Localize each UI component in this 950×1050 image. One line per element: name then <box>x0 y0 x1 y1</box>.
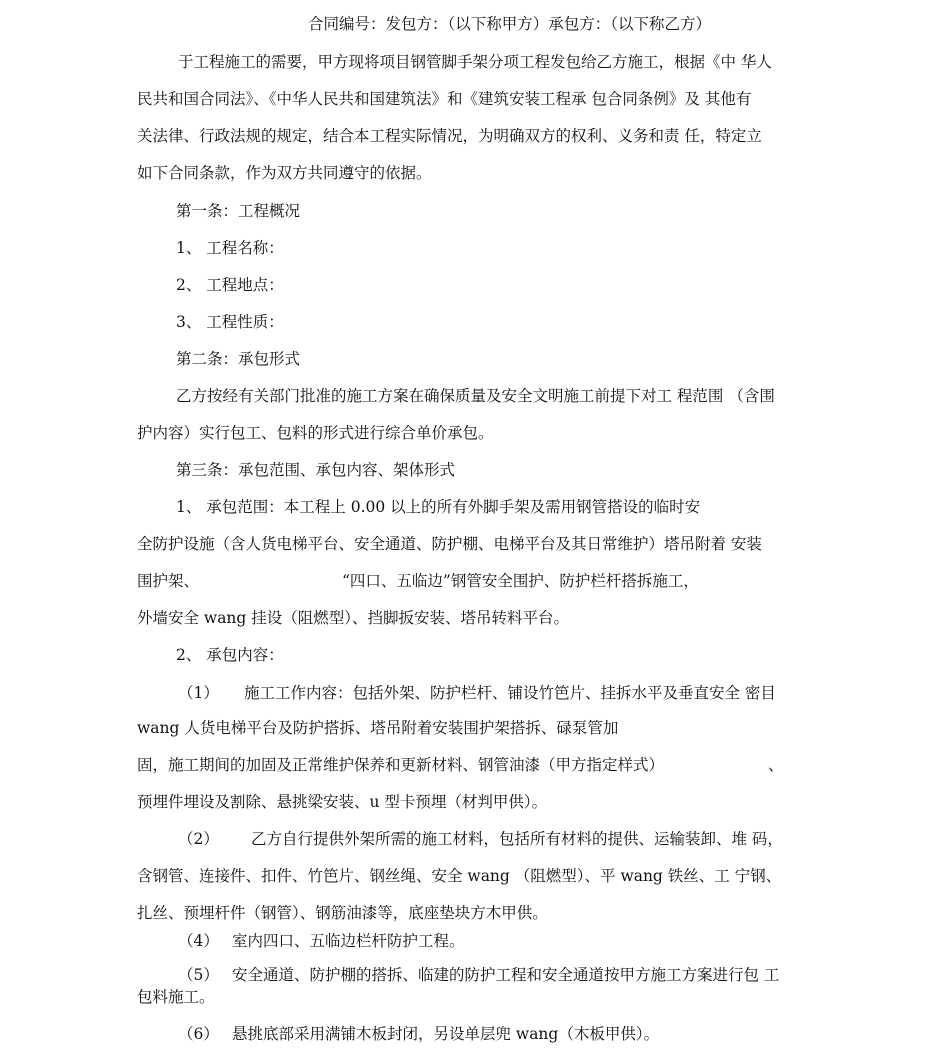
contract-header: 合同编号：发包方：（以下称甲方）承包方：（以下称乙方） <box>308 15 712 33</box>
content-1-line-4: 预埋件埋设及割除、悬挑梁安装、u 型卡预埋（材判甲供）。 <box>137 793 548 811</box>
article-1-item-3: 3、 工程性质： <box>176 313 284 331</box>
scope-line-4: 外墙安全 wang 挂设（阻燃型）、挡脚扳安装、塔吊转料平台。 <box>137 609 570 627</box>
content-5-line-1: 安全通道、防护棚的搭拆、临建的防护工程和安全通道按甲方施工方案进行包 工 <box>232 966 780 984</box>
scope-line-1: 1、 承包范围：本工程上 0.00 以上的所有外脚手架及需用钢管搭设的临时安 <box>176 498 701 516</box>
article-1-item-1: 1、 工程名称： <box>176 239 284 257</box>
content-4-number: （4） <box>178 932 219 950</box>
intro-line-2: 民共和国合同法》、《中华人民共和国建筑法》和《建筑安装工程承 包合同条例》及 其他有 <box>137 90 752 108</box>
content-2-line-3: 扎丝、预埋杆件（钢管）、钢筋油漆等，底座垫块方木甲供。 <box>137 904 548 922</box>
scope-line-3b: “四口、五临边”钢管安全围护、防护栏杆搭拆施工， <box>342 572 699 590</box>
content-4-text: 室内四口、五临边栏杆防护工程。 <box>232 932 465 950</box>
content-1-number: （1） <box>178 684 219 702</box>
article-2-title: 第二条：承包形式 <box>176 350 301 368</box>
article-2-line-2: 护内容）实行包工、包料的形式进行综合单价承包。 <box>137 424 494 442</box>
content-title: 2、 承包内容： <box>176 646 284 664</box>
content-1-line-3: 固，施工期间的加固及正常维护保养和更新材料、钢管油漆（甲方指定样式） <box>137 756 665 774</box>
article-3-title: 第三条：承包范围、承包内容、架体形式 <box>176 461 456 479</box>
content-2-line-2: 含钢管、连接件、扣件、竹笆片、钢丝绳、安全 wang （阻燃型）、平 wang 铁丝、工 宁钢、 <box>137 867 782 885</box>
content-5-number: （5） <box>178 966 219 984</box>
intro-line-4: 如下合同条款，作为双方共同遵守的依据。 <box>137 164 432 182</box>
content-6-number: （6） <box>178 1025 219 1043</box>
article-2-line-1: 乙方按经有关部门批准的施工方案在确保质量及安全文明施工前提下对工 程范围 （含围 <box>176 387 775 405</box>
article-1-title: 第一条：工程概况 <box>176 202 301 220</box>
scope-line-2: 全防护设施（含人货电梯平台、安全通道、防护棚、电梯平台及其日常维护）塔吊附着 安装 <box>137 535 762 553</box>
scope-line-3a: 围护架、 <box>137 572 200 590</box>
content-2-line-1: 乙方自行提供外架所需的施工材料，包括所有材料的提供、运输装卸、堆 码， <box>251 830 783 848</box>
intro-line-1: 于工程施工的需要，甲方现将项目钢管脚手架分项工程发包给乙方施工，根据《中 华人 <box>178 53 772 71</box>
content-6-text: 悬挑底部采用满铺木板封闭，另设单层兜 wang（木板甲供）。 <box>232 1025 660 1043</box>
intro-line-3: 关法律、行政法规的规定，结合本工程实际情况，为明确双方的权利、义务和责 任，特定立 <box>137 127 762 145</box>
content-1-line-3-comma: 、 <box>768 756 784 774</box>
content-1-line-1: 施工工作内容：包括外架、防护栏杆、铺设竹笆片、挂拆水平及垂直安全 密目 <box>244 684 776 702</box>
article-1-item-2: 2、 工程地点： <box>176 276 284 294</box>
content-1-line-2: wang 人货电梯平台及防护搭拆、塔吊附着安装围护架搭拆、碌泵管加 <box>137 719 619 737</box>
content-5-line-2: 包料施工。 <box>137 988 215 1006</box>
content-2-number: （2） <box>178 830 219 848</box>
